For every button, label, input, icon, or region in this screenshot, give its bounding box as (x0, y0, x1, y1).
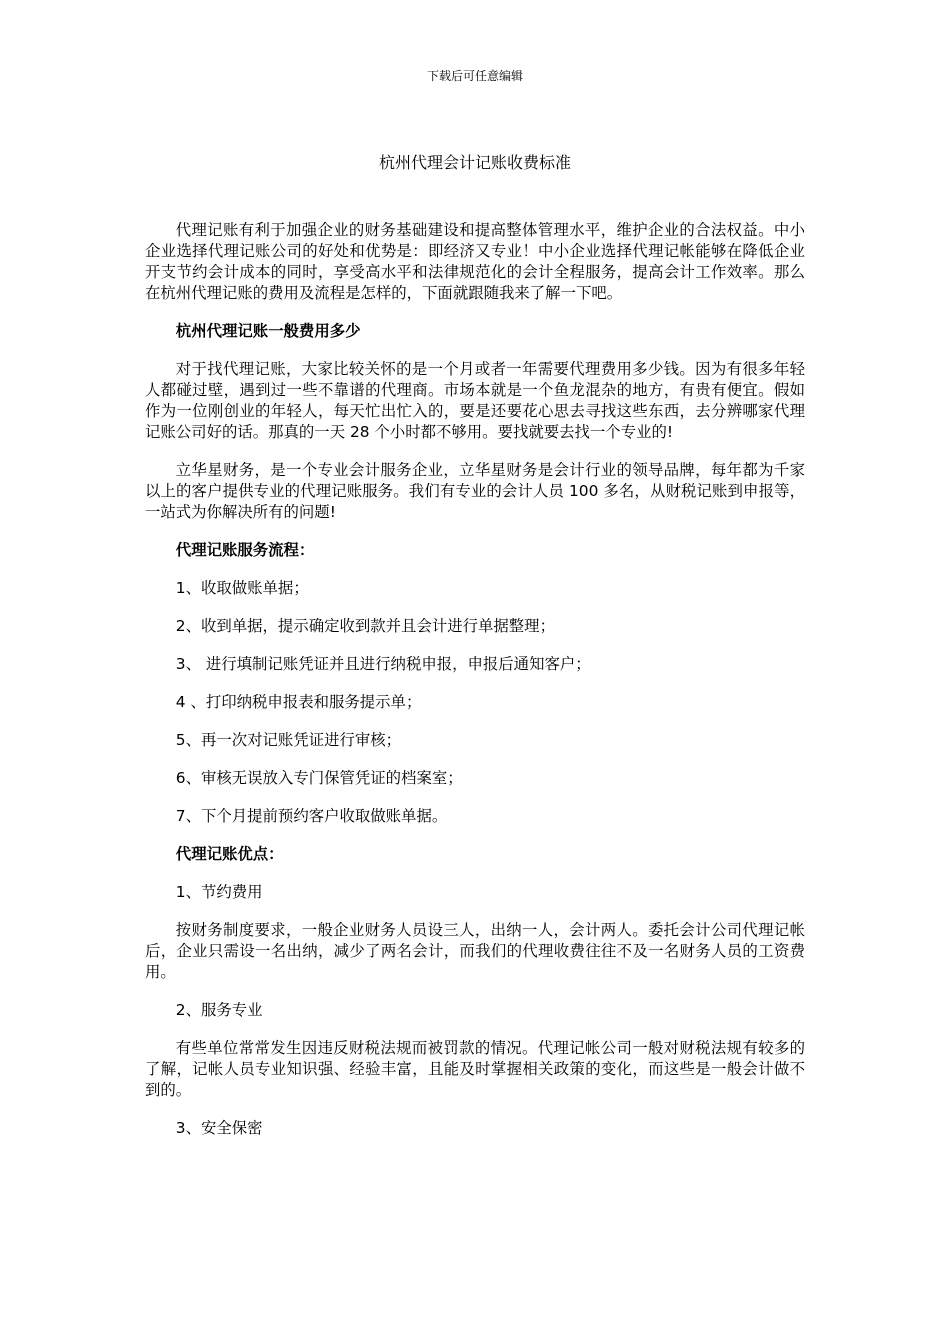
advantage-text: 按财务制度要求，一般企业财务人员设三人，出纳一人，会计两人。委托会计公司代理记帐后，企业只需设一名出纳，减少了两名会计，而我们的代理收费往往不及一名财务人员的工资费用。 (145, 921, 805, 981)
document-body (145, 220, 805, 1156)
process-step: 3、 进行填制记账凭证并且进行纳税申报，申报后通知客户； (175, 655, 591, 673)
section-heading-fees: 杭州代理记账一般费用多少 (175, 322, 361, 340)
process-step: 5、再一次对记账凭证进行审核； (175, 731, 402, 749)
advantage-label: 2、服务专业 (175, 1001, 263, 1019)
process-step: 1、收取做账单据； (175, 579, 309, 597)
fees-paragraph-1: 对于找代理记账，大家比较关怀的是一个月或者一年需要代理费用多少钱。因为有很多年轻人都碰过壁，遇到过一些不靠谱的代理商。市场本就是一个鱼龙混杂的地方，有贵有便宜。假如作为一位刚创业的年轻人，每天忙出忙入的，要是还要花心思去寻找这些东西，去分辨哪家代理记账公司好的话。那真的一天 28 个小时都不够用。要找就要去找一个专业的! (145, 360, 805, 441)
fees-paragraph-2: 立华星财务，是一个专业会计服务企业，立华星财务是会计行业的领导品牌，每年都为千家以上的客户提供专业的代理记账服务。我们有专业的会计人员 100 多名，从财税记账到申报等，一站式为你解决所有的问题! (145, 461, 805, 521)
download-note: 下载后可任意编辑 (426, 69, 523, 83)
process-step: 6、审核无误放入专门保管凭证的档案室； (175, 769, 463, 787)
process-step: 2、收到单据，提示确定收到款并且会计进行单据整理； (175, 617, 555, 635)
advantage-label: 1、节约费用 (175, 883, 263, 901)
section-heading-advantages: 代理记账优点： (175, 845, 284, 863)
process-step: 7、下个月提前预约客户收取做账单据。 (175, 807, 448, 825)
process-step: 4 、打印纳税申报表和服务提示单； (175, 693, 422, 711)
advantage-text: 有些单位常常发生因违反财税法规而被罚款的情况。代理记帐公司一般对财税法规有较多的了解，记帐人员专业知识强、经验丰富，且能及时掌握相关政策的变化，而这些是一般会计做不到的。 (145, 1039, 805, 1099)
page-title: 杭州代理会计记账收费标准 (378, 153, 571, 172)
intro-paragraph: 代理记账有利于加强企业的财务基础建设和提高整体管理水平，维护企业的合法权益。中小企业选择代理记账公司的好处和优势是：即经济又专业！中小企业选择代理记帐能够在降低企业开支节约会计成本的同时，享受高水平和法律规范化的会计全程服务，提高会计工作效率。那么在杭州代理记账的费用及流程是怎样的，下面就跟随我来了解一下吧。 (145, 221, 805, 302)
section-heading-process: 代理记账服务流程： (175, 541, 315, 559)
advantage-label: 3、安全保密 (175, 1119, 263, 1137)
